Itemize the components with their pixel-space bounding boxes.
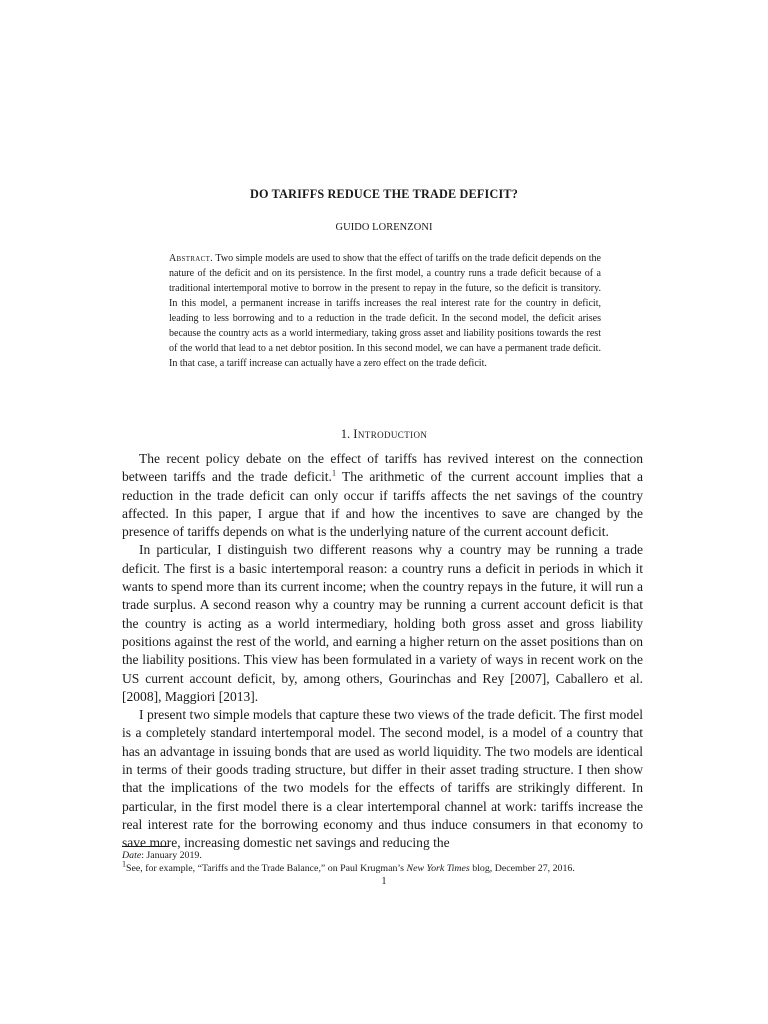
footnotes xyxy=(122,849,652,875)
footnote-1-marker: 1 xyxy=(122,859,126,869)
footnote-1-publication: New York Times xyxy=(406,863,470,875)
footnote-1-text-before: See, for example, “Tariffs and the Trade Balance,” on Paul Krugman’s xyxy=(126,863,407,875)
paragraph-2: In particular, I distinguish two different reasons why a country may be running a trade deficit. The first is a basic intertemporal reason: a country runs a deficit in periods in which it wants to spend more than its current income; when the country repays in the future, it will run a trade surplus. A second reason why a country may be running a current account deficit is that the country is acting as a world intermediary, holding both gross asset and gross liability positions against the rest of the world, and earning a higher return on the asset positions than on the liability positions. This view has been formulated in a variety of ways in recent work on the US current account deficit, by, among others, Gourinchas and Rey [2007], Caballero et al. [2008], Maggiori [2013]. xyxy=(122,542,643,704)
paper-title: DO TARIFFS REDUCE THE TRADE DEFICIT? xyxy=(249,187,519,201)
footnote-date xyxy=(122,849,652,862)
section-title: Introduction xyxy=(353,427,428,441)
body-text xyxy=(122,450,643,853)
section-heading xyxy=(0,427,768,442)
paragraph-1 xyxy=(122,450,643,541)
footnote-1 xyxy=(122,859,652,875)
paragraph-1-part-a: The recent policy debate on the effect of tariffs has revived interest on the connection between tariffs and the trade deficit. xyxy=(122,451,643,485)
abstract xyxy=(169,251,601,371)
paragraph-3: I present two simple models that capture these two views of the trade deficit. The first model is a completely standard intertemporal model. The second model, is a model of a country that has an advantage in issuing bonds that are used as world liquidity. The two models are identical in terms of their goods trading structure, but differ in their asset trading structure. I then show that the implications of the two models for the effects of tariffs are strikingly different. In particular, in the first model there is a clear intertemporal channel at work: tariffs increase the real interest rate for the borrowing economy and thus induce consumers in that economy to save more, increasing domestic net savings and reducing the xyxy=(122,707,643,851)
footnote-divider xyxy=(122,846,169,847)
abstract-text: Two simple models are used to show that the effect of tariffs on the trade deficit depends on the nature of the deficit and on its persistence. In the first model, a country runs a trade deficit because of a traditional intertemporal motive to borrow in the present to repay in the future, so the deficit is transitory. In this model, a permanent increase in tariffs increases the real interest rate for the country in deficit, leading to less borrowing and to a reduction in the trade deficit. In the second model, the deficit arises because the country acts as a world intermediary, taking gross asset and liability positions towards the rest of the world that lead to a net debtor position. In this second model, we can have a permanent trade deficit. In that case, a tariff increase can actually have a zero effect on the trade deficit. xyxy=(169,253,601,370)
date-label: Date xyxy=(122,850,142,861)
date-value: : January 2019. xyxy=(141,850,202,861)
page-number: 1 xyxy=(381,876,387,887)
author-name: GUIDO LORENZONI xyxy=(335,222,433,233)
footnote-1-text-after: blog, December 27, 2016. xyxy=(469,863,575,875)
section-number: 1. xyxy=(340,427,351,441)
footnote-ref-1[interactable]: 1 xyxy=(331,468,336,478)
paragraph-1-part-b: The arithmetic of the current account implies that a reduction in the trade deficit can only occur if tariffs affects the net savings of the country affected. In this paper, I argue that if and how the incentives to save are changed by the presence of tariffs depends on what is the underlying nature of the current account deficit. xyxy=(122,469,643,540)
abstract-label: Abstract. xyxy=(169,253,213,264)
